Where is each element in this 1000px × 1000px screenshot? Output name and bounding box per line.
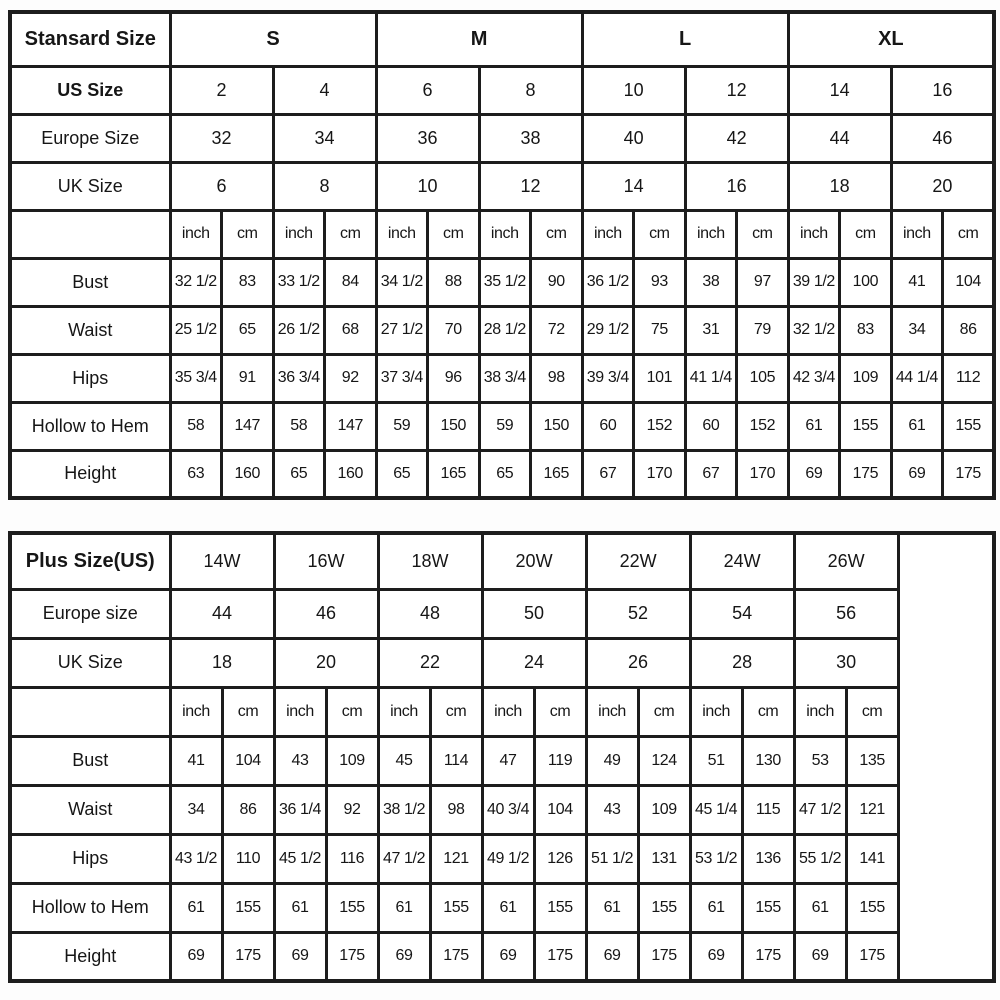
measurement-cell: 104 bbox=[943, 258, 995, 306]
measurement-cell: 69 bbox=[891, 450, 943, 498]
measurement-cell: 126 bbox=[534, 834, 586, 883]
measurement-cell: 31 bbox=[685, 306, 737, 354]
table-row bbox=[10, 450, 994, 498]
unit-header: inch bbox=[170, 210, 222, 258]
size-value-cell: 44 bbox=[170, 589, 274, 638]
measurement-cell: 109 bbox=[326, 736, 378, 785]
measurement-cell: 61 bbox=[690, 883, 742, 932]
measurement-cell: 33 1/2 bbox=[273, 258, 325, 306]
measurement-cell: 27 1/2 bbox=[376, 306, 428, 354]
measurement-cell: 83 bbox=[222, 258, 274, 306]
measurement-cell: 34 bbox=[170, 785, 222, 834]
table-row bbox=[10, 12, 994, 66]
measurement-cell: 68 bbox=[325, 306, 377, 354]
unit-header: inch bbox=[582, 210, 634, 258]
measurement-cell: 43 1/2 bbox=[170, 834, 222, 883]
measurement-cell: 55 1/2 bbox=[794, 834, 846, 883]
table-title: Stansard Size bbox=[10, 12, 170, 66]
measurement-cell: 155 bbox=[326, 883, 378, 932]
measurement-cell: 67 bbox=[685, 450, 737, 498]
unit-header: cm bbox=[840, 210, 892, 258]
size-value-cell: 8 bbox=[479, 66, 582, 114]
measurement-cell: 34 bbox=[891, 306, 943, 354]
measurement-cell: 60 bbox=[685, 402, 737, 450]
table-row bbox=[10, 306, 994, 354]
measurement-cell: 63 bbox=[170, 450, 222, 498]
measurement-cell: 170 bbox=[737, 450, 789, 498]
measurement-cell: 61 bbox=[482, 883, 534, 932]
measurement-cell: 26 1/2 bbox=[273, 306, 325, 354]
measurement-cell: 49 1/2 bbox=[482, 834, 534, 883]
unit-header: cm bbox=[846, 687, 898, 736]
size-group-header: 22W bbox=[586, 533, 690, 589]
measurement-cell: 175 bbox=[943, 450, 995, 498]
unit-header: inch bbox=[690, 687, 742, 736]
plus-size-table bbox=[8, 531, 996, 983]
measurement-cell: 59 bbox=[479, 402, 531, 450]
measurement-cell: 147 bbox=[325, 402, 377, 450]
measurement-cell: 175 bbox=[326, 932, 378, 981]
size-value-cell: 38 bbox=[479, 114, 582, 162]
unit-header: inch bbox=[788, 210, 840, 258]
measurement-cell: 93 bbox=[634, 258, 686, 306]
measurement-cell: 115 bbox=[742, 785, 794, 834]
measurement-cell: 41 bbox=[170, 736, 222, 785]
size-value-cell: 46 bbox=[274, 589, 378, 638]
size-group-header: 26W bbox=[794, 533, 898, 589]
plus-size-chart bbox=[8, 531, 996, 983]
size-value-cell: 4 bbox=[273, 66, 376, 114]
blank-cell bbox=[10, 687, 170, 736]
unit-header: cm bbox=[742, 687, 794, 736]
measurement-cell: 155 bbox=[742, 883, 794, 932]
measurement-cell: 47 bbox=[482, 736, 534, 785]
size-value-cell: 50 bbox=[482, 589, 586, 638]
size-group-header: M bbox=[376, 12, 582, 66]
row-label: Height bbox=[10, 932, 170, 981]
standard-size-table-body bbox=[10, 12, 994, 498]
measurement-cell: 65 bbox=[273, 450, 325, 498]
measurement-cell: 51 1/2 bbox=[586, 834, 638, 883]
measurement-cell: 43 bbox=[586, 785, 638, 834]
measurement-cell: 160 bbox=[222, 450, 274, 498]
size-value-cell: 52 bbox=[586, 589, 690, 638]
measurement-cell: 79 bbox=[737, 306, 789, 354]
measurement-cell: 25 1/2 bbox=[170, 306, 222, 354]
measurement-cell: 41 1/4 bbox=[685, 354, 737, 402]
measurement-cell: 36 1/4 bbox=[274, 785, 326, 834]
measurement-cell: 150 bbox=[428, 402, 480, 450]
row-label: US Size bbox=[10, 66, 170, 114]
measurement-cell: 155 bbox=[430, 883, 482, 932]
size-value-cell: 54 bbox=[690, 589, 794, 638]
measurement-cell: 165 bbox=[428, 450, 480, 498]
size-value-cell: 36 bbox=[376, 114, 479, 162]
measurement-cell: 150 bbox=[531, 402, 583, 450]
size-value-cell: 30 bbox=[794, 638, 898, 687]
size-value-cell: 10 bbox=[582, 66, 685, 114]
measurement-cell: 38 3/4 bbox=[479, 354, 531, 402]
size-group-header: XL bbox=[788, 12, 994, 66]
unit-header: inch bbox=[273, 210, 325, 258]
empty-cell bbox=[898, 533, 994, 981]
row-label: Hips bbox=[10, 834, 170, 883]
table-row bbox=[10, 785, 994, 834]
measurement-cell: 58 bbox=[170, 402, 222, 450]
table-row bbox=[10, 589, 994, 638]
measurement-cell: 91 bbox=[222, 354, 274, 402]
measurement-cell: 98 bbox=[430, 785, 482, 834]
size-group-header: 14W bbox=[170, 533, 274, 589]
measurement-cell: 152 bbox=[634, 402, 686, 450]
size-value-cell: 8 bbox=[273, 162, 376, 210]
measurement-cell: 32 1/2 bbox=[170, 258, 222, 306]
measurement-cell: 105 bbox=[737, 354, 789, 402]
unit-header: cm bbox=[428, 210, 480, 258]
size-value-cell: 44 bbox=[788, 114, 891, 162]
measurement-cell: 86 bbox=[943, 306, 995, 354]
size-value-cell: 22 bbox=[378, 638, 482, 687]
unit-header: inch bbox=[378, 687, 430, 736]
measurement-cell: 160 bbox=[325, 450, 377, 498]
measurement-cell: 69 bbox=[274, 932, 326, 981]
measurement-cell: 175 bbox=[222, 932, 274, 981]
measurement-cell: 53 bbox=[794, 736, 846, 785]
measurement-cell: 155 bbox=[840, 402, 892, 450]
table-row bbox=[10, 883, 994, 932]
measurement-cell: 61 bbox=[586, 883, 638, 932]
row-label: UK Size bbox=[10, 638, 170, 687]
size-value-cell: 32 bbox=[170, 114, 273, 162]
measurement-cell: 34 1/2 bbox=[376, 258, 428, 306]
unit-header: inch bbox=[891, 210, 943, 258]
measurement-cell: 61 bbox=[274, 883, 326, 932]
unit-header: inch bbox=[170, 687, 222, 736]
unit-header: cm bbox=[222, 687, 274, 736]
table-row bbox=[10, 533, 994, 589]
measurement-cell: 51 bbox=[690, 736, 742, 785]
measurement-cell: 92 bbox=[326, 785, 378, 834]
table-row bbox=[10, 402, 994, 450]
table-row bbox=[10, 114, 994, 162]
measurement-cell: 135 bbox=[846, 736, 898, 785]
measurement-cell: 175 bbox=[840, 450, 892, 498]
plus-size-table-body bbox=[10, 533, 994, 981]
row-label: Hollow to Hem bbox=[10, 883, 170, 932]
row-label: Waist bbox=[10, 785, 170, 834]
size-value-cell: 48 bbox=[378, 589, 482, 638]
measurement-cell: 65 bbox=[222, 306, 274, 354]
measurement-cell: 83 bbox=[840, 306, 892, 354]
size-value-cell: 34 bbox=[273, 114, 376, 162]
measurement-cell: 35 3/4 bbox=[170, 354, 222, 402]
size-value-cell: 6 bbox=[170, 162, 273, 210]
row-label: Height bbox=[10, 450, 170, 498]
row-label: Waist bbox=[10, 306, 170, 354]
measurement-cell: 69 bbox=[170, 932, 222, 981]
measurement-cell: 121 bbox=[430, 834, 482, 883]
measurement-cell: 109 bbox=[638, 785, 690, 834]
measurement-cell: 175 bbox=[742, 932, 794, 981]
size-value-cell: 10 bbox=[376, 162, 479, 210]
unit-header: cm bbox=[737, 210, 789, 258]
table-title: Plus Size(US) bbox=[10, 533, 170, 589]
measurement-cell: 155 bbox=[638, 883, 690, 932]
size-group-header: 24W bbox=[690, 533, 794, 589]
measurement-cell: 69 bbox=[482, 932, 534, 981]
table-row bbox=[10, 687, 994, 736]
unit-header: cm bbox=[430, 687, 482, 736]
measurement-cell: 147 bbox=[222, 402, 274, 450]
measurement-cell: 39 3/4 bbox=[582, 354, 634, 402]
measurement-cell: 112 bbox=[943, 354, 995, 402]
measurement-cell: 32 1/2 bbox=[788, 306, 840, 354]
row-label: Bust bbox=[10, 258, 170, 306]
measurement-cell: 49 bbox=[586, 736, 638, 785]
measurement-cell: 61 bbox=[170, 883, 222, 932]
size-value-cell: 16 bbox=[685, 162, 788, 210]
measurement-cell: 110 bbox=[222, 834, 274, 883]
measurement-cell: 165 bbox=[531, 450, 583, 498]
size-value-cell: 6 bbox=[376, 66, 479, 114]
unit-header: inch bbox=[482, 687, 534, 736]
measurement-cell: 60 bbox=[582, 402, 634, 450]
size-value-cell: 12 bbox=[685, 66, 788, 114]
measurement-cell: 88 bbox=[428, 258, 480, 306]
measurement-cell: 98 bbox=[531, 354, 583, 402]
measurement-cell: 47 1/2 bbox=[378, 834, 430, 883]
measurement-cell: 35 1/2 bbox=[479, 258, 531, 306]
table-row bbox=[10, 162, 994, 210]
size-value-cell: 2 bbox=[170, 66, 273, 114]
measurement-cell: 36 3/4 bbox=[273, 354, 325, 402]
unit-header: inch bbox=[376, 210, 428, 258]
table-row bbox=[10, 354, 994, 402]
unit-header: inch bbox=[479, 210, 531, 258]
measurement-cell: 43 bbox=[274, 736, 326, 785]
measurement-cell: 42 3/4 bbox=[788, 354, 840, 402]
measurement-cell: 104 bbox=[222, 736, 274, 785]
size-value-cell: 56 bbox=[794, 589, 898, 638]
measurement-cell: 175 bbox=[846, 932, 898, 981]
measurement-cell: 124 bbox=[638, 736, 690, 785]
unit-header: inch bbox=[794, 687, 846, 736]
measurement-cell: 69 bbox=[586, 932, 638, 981]
table-row bbox=[10, 736, 994, 785]
measurement-cell: 84 bbox=[325, 258, 377, 306]
unit-header: inch bbox=[586, 687, 638, 736]
measurement-cell: 69 bbox=[788, 450, 840, 498]
measurement-cell: 109 bbox=[840, 354, 892, 402]
measurement-cell: 45 1/4 bbox=[690, 785, 742, 834]
measurement-cell: 170 bbox=[634, 450, 686, 498]
measurement-cell: 58 bbox=[273, 402, 325, 450]
measurement-cell: 155 bbox=[534, 883, 586, 932]
measurement-cell: 72 bbox=[531, 306, 583, 354]
measurement-cell: 61 bbox=[788, 402, 840, 450]
measurement-cell: 29 1/2 bbox=[582, 306, 634, 354]
unit-header: cm bbox=[943, 210, 995, 258]
unit-header: cm bbox=[634, 210, 686, 258]
measurement-cell: 39 1/2 bbox=[788, 258, 840, 306]
table-row bbox=[10, 932, 994, 981]
measurement-cell: 53 1/2 bbox=[690, 834, 742, 883]
row-label: Hips bbox=[10, 354, 170, 402]
measurement-cell: 37 3/4 bbox=[376, 354, 428, 402]
size-value-cell: 14 bbox=[788, 66, 891, 114]
size-value-cell: 28 bbox=[690, 638, 794, 687]
measurement-cell: 141 bbox=[846, 834, 898, 883]
measurement-cell: 67 bbox=[582, 450, 634, 498]
measurement-cell: 92 bbox=[325, 354, 377, 402]
measurement-cell: 131 bbox=[638, 834, 690, 883]
size-value-cell: 18 bbox=[170, 638, 274, 687]
measurement-cell: 38 1/2 bbox=[378, 785, 430, 834]
measurement-cell: 155 bbox=[222, 883, 274, 932]
measurement-cell: 152 bbox=[737, 402, 789, 450]
measurement-cell: 61 bbox=[794, 883, 846, 932]
table-row bbox=[10, 638, 994, 687]
size-value-cell: 40 bbox=[582, 114, 685, 162]
table-row bbox=[10, 834, 994, 883]
measurement-cell: 104 bbox=[534, 785, 586, 834]
measurement-cell: 44 1/4 bbox=[891, 354, 943, 402]
blank-cell bbox=[10, 210, 170, 258]
row-label: Bust bbox=[10, 736, 170, 785]
size-value-cell: 46 bbox=[891, 114, 994, 162]
measurement-cell: 61 bbox=[378, 883, 430, 932]
measurement-cell: 75 bbox=[634, 306, 686, 354]
measurement-cell: 59 bbox=[376, 402, 428, 450]
table-row bbox=[10, 66, 994, 114]
size-group-header: 16W bbox=[274, 533, 378, 589]
measurement-cell: 100 bbox=[840, 258, 892, 306]
measurement-cell: 116 bbox=[326, 834, 378, 883]
measurement-cell: 114 bbox=[430, 736, 482, 785]
measurement-cell: 38 bbox=[685, 258, 737, 306]
measurement-cell: 90 bbox=[531, 258, 583, 306]
size-group-header: L bbox=[582, 12, 788, 66]
measurement-cell: 65 bbox=[479, 450, 531, 498]
unit-header: inch bbox=[685, 210, 737, 258]
size-value-cell: 20 bbox=[274, 638, 378, 687]
measurement-cell: 97 bbox=[737, 258, 789, 306]
standard-size-table bbox=[8, 10, 996, 500]
size-value-cell: 26 bbox=[586, 638, 690, 687]
measurement-cell: 136 bbox=[742, 834, 794, 883]
table-row bbox=[10, 210, 994, 258]
measurement-cell: 121 bbox=[846, 785, 898, 834]
measurement-cell: 119 bbox=[534, 736, 586, 785]
measurement-cell: 130 bbox=[742, 736, 794, 785]
size-group-header: 18W bbox=[378, 533, 482, 589]
measurement-cell: 69 bbox=[378, 932, 430, 981]
measurement-cell: 47 1/2 bbox=[794, 785, 846, 834]
measurement-cell: 41 bbox=[891, 258, 943, 306]
unit-header: inch bbox=[274, 687, 326, 736]
measurement-cell: 36 1/2 bbox=[582, 258, 634, 306]
unit-header: cm bbox=[534, 687, 586, 736]
measurement-cell: 45 bbox=[378, 736, 430, 785]
measurement-cell: 28 1/2 bbox=[479, 306, 531, 354]
measurement-cell: 40 3/4 bbox=[482, 785, 534, 834]
row-label: Europe Size bbox=[10, 114, 170, 162]
measurement-cell: 175 bbox=[534, 932, 586, 981]
unit-header: cm bbox=[222, 210, 274, 258]
size-value-cell: 16 bbox=[891, 66, 994, 114]
size-value-cell: 24 bbox=[482, 638, 586, 687]
measurement-cell: 86 bbox=[222, 785, 274, 834]
size-group-header: S bbox=[170, 12, 376, 66]
row-label: Europe size bbox=[10, 589, 170, 638]
size-group-header: 20W bbox=[482, 533, 586, 589]
size-value-cell: 42 bbox=[685, 114, 788, 162]
size-value-cell: 20 bbox=[891, 162, 994, 210]
size-value-cell: 18 bbox=[788, 162, 891, 210]
size-value-cell: 14 bbox=[582, 162, 685, 210]
measurement-cell: 175 bbox=[638, 932, 690, 981]
measurement-cell: 96 bbox=[428, 354, 480, 402]
row-label: Hollow to Hem bbox=[10, 402, 170, 450]
row-label: UK Size bbox=[10, 162, 170, 210]
measurement-cell: 45 1/2 bbox=[274, 834, 326, 883]
standard-size-chart bbox=[8, 10, 996, 500]
measurement-cell: 175 bbox=[430, 932, 482, 981]
measurement-cell: 69 bbox=[794, 932, 846, 981]
measurement-cell: 65 bbox=[376, 450, 428, 498]
measurement-cell: 101 bbox=[634, 354, 686, 402]
unit-header: cm bbox=[531, 210, 583, 258]
measurement-cell: 155 bbox=[846, 883, 898, 932]
unit-header: cm bbox=[638, 687, 690, 736]
measurement-cell: 155 bbox=[943, 402, 995, 450]
unit-header: cm bbox=[326, 687, 378, 736]
unit-header: cm bbox=[325, 210, 377, 258]
measurement-cell: 69 bbox=[690, 932, 742, 981]
measurement-cell: 70 bbox=[428, 306, 480, 354]
measurement-cell: 61 bbox=[891, 402, 943, 450]
table-row bbox=[10, 258, 994, 306]
size-value-cell: 12 bbox=[479, 162, 582, 210]
